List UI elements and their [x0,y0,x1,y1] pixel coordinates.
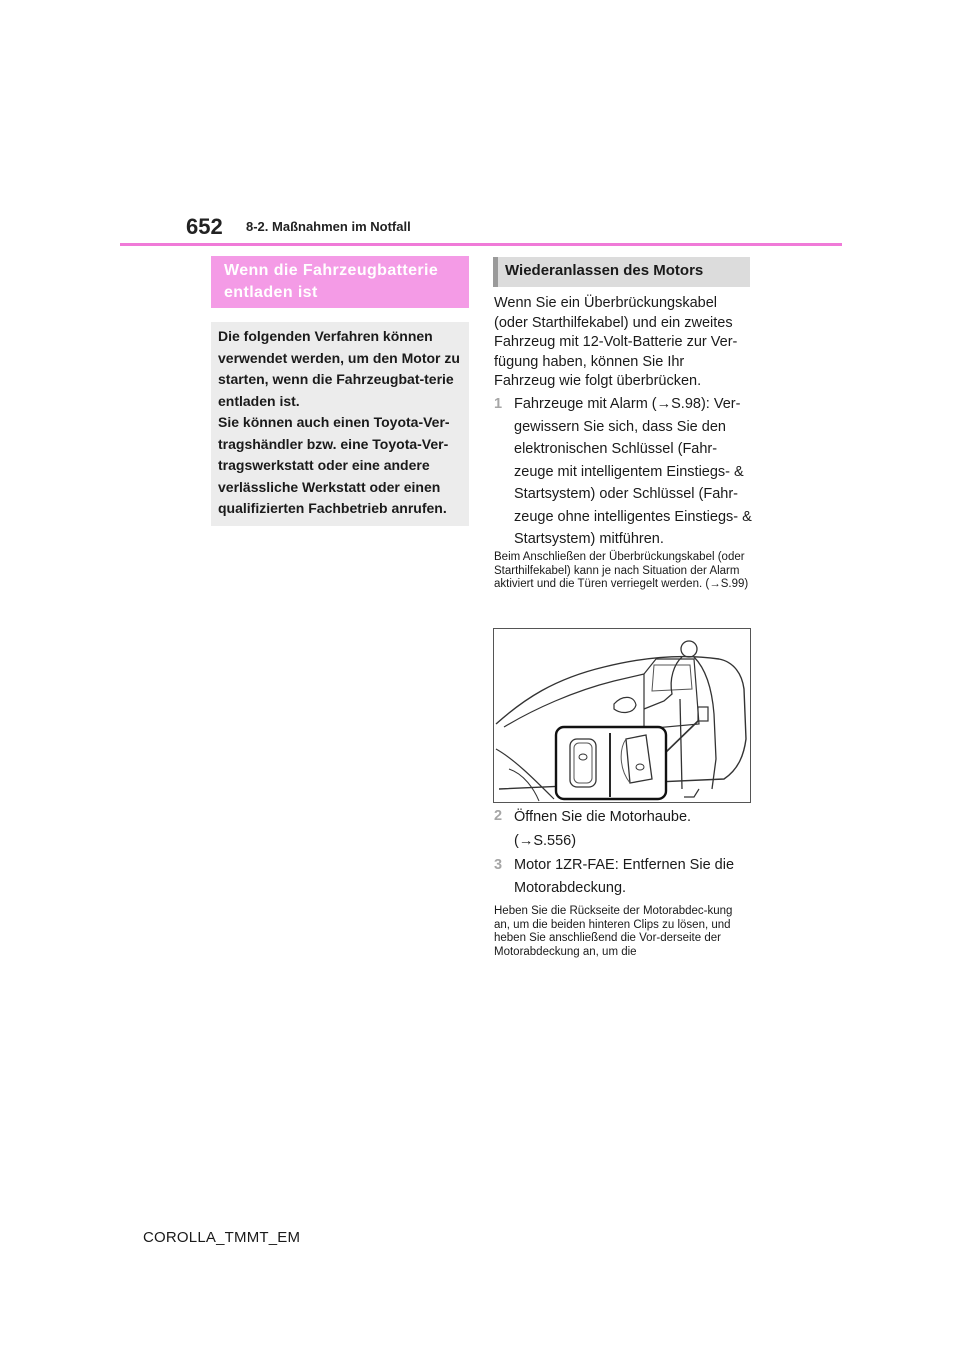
note-alarm: Beim Anschließen der Überbrückungskabel (oder Starthilfekabel) kann je nach Situation der Alarm aktiviert und die Türen verriegelt werden. (→S.99) [494,551,749,590]
section-reference: 8-2. Maßnahmen im Notfall [246,219,411,234]
step-text: Öffnen Sie die Motorhaube. (→S.556) [514,809,692,849]
document-code: COROLLA_TMMT_EM [143,1229,301,1246]
left-title: Wenn die Fahrzeugbatterie entladen ist [224,262,439,301]
note-engine-cover: Heben Sie die Rückseite der Motorabdec-kung an, um die beiden hinteren Clips zu lösen, und heben Sie anschließend die Vor-derseite der Motorabdeckung an, um die [494,905,733,958]
intro-paragraph: Wenn Sie ein Überbrückungskabel (oder Starthilfekabel) und ein zweites Fahrzeug mit 12-Volt-Batterie zur Ver-fügung haben, können Sie Ihr Fahrzeug wie folgt überbrücken. [494,295,738,389]
right-heading: Wiederanlassen des Motors [505,262,704,279]
right-heading-accent [493,257,498,287]
step-text: Fahrzeuge mit Alarm (→S.98): Ver-gewissern Sie sich, dass Sie den elektronischen Schlüssel (Fahr-zeuge mit intelligentem Einstiegs- & Startsystem) oder Schlüssel (Fahr-zeuge ohne intelligentes Einstiegs- & Startsystem) mitführen. [514,396,752,547]
page-number: 652 [186,214,223,239]
step-number: 1 [494,396,503,412]
car-key-illustration [494,629,750,802]
info-text: Die folgenden Verfahren können verwendet werden, um den Motor zu starten, wenn die Fahrzeugbat-terie entladen ist. Sie können auch einen Toyota-Ver-tragshändler bzw. eine Toyota-Ver-tragswerkstatt oder eine andere verlässliche Werkstatt oder einen qualifizierten Fachbetrieb anrufen. [218,328,460,516]
step-text: Motor 1ZR-FAE: Entfernen Sie die Motorabdeckung. [514,857,735,896]
header-rule [120,243,842,246]
step-number: 3 [494,857,503,873]
illustration-figure [493,628,751,803]
step-number: 2 [494,808,503,824]
